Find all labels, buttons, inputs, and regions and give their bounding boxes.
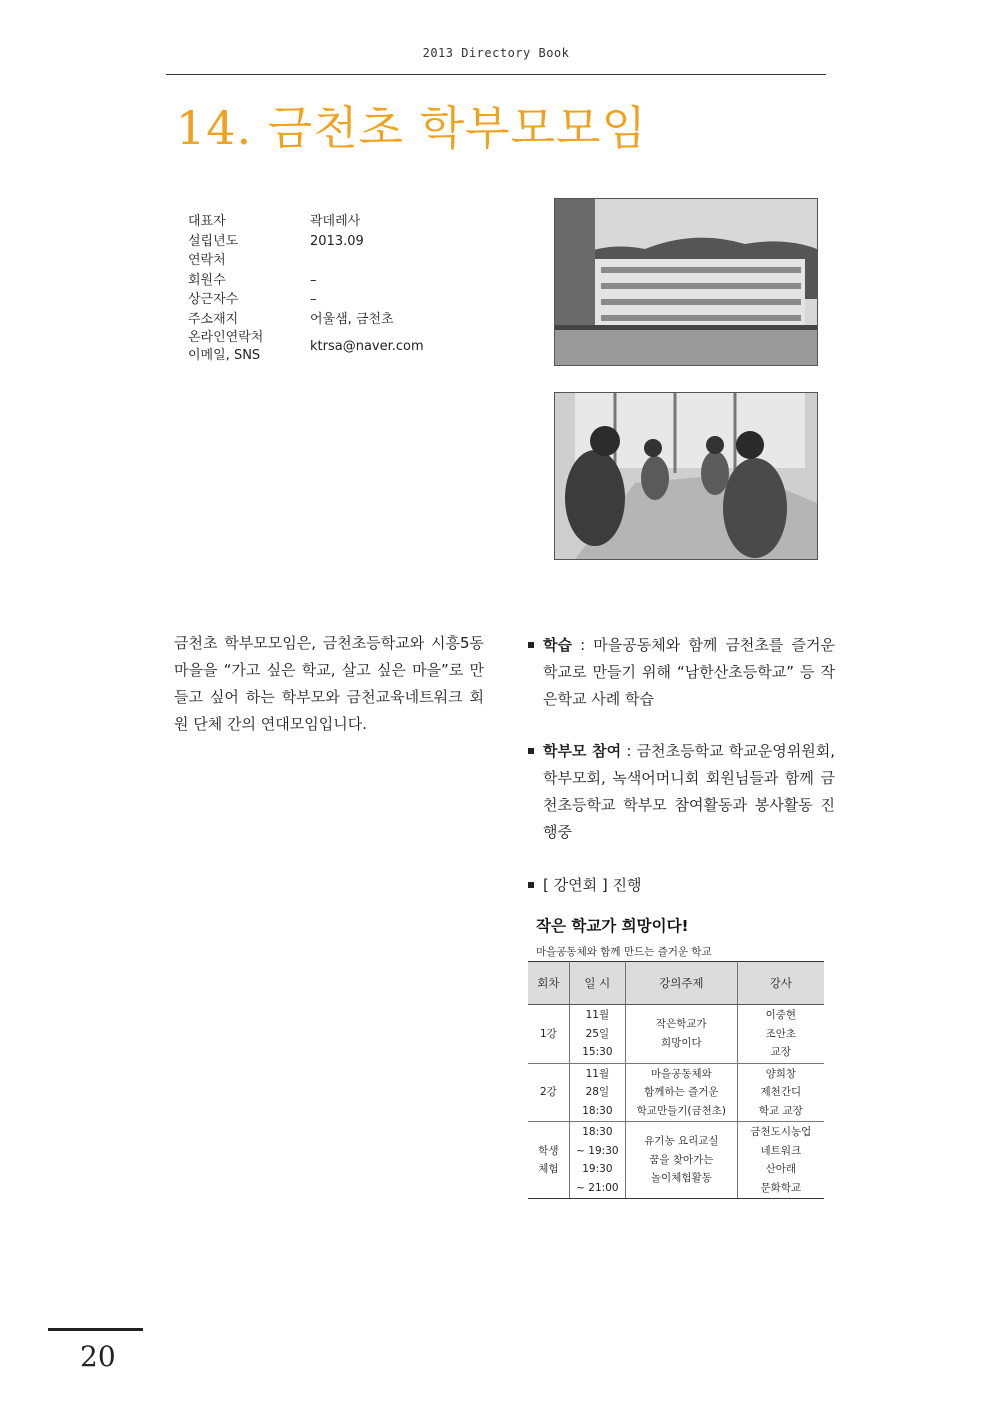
cell-line: 학교 교장 xyxy=(758,1104,803,1117)
intro-paragraph: 금천초 학부모모임은, 금천초등학교와 시흥5동 마을을 “가고 싶은 학교, 살고 싶은 마을”로 만들고 싶어 하는 학부모와 금천교육네트워크 회원 단체 간의 연대모임입니다. xyxy=(174,634,484,733)
page-number-rule xyxy=(48,1328,143,1331)
info-label: 상근자수 xyxy=(188,292,239,307)
cell-line: 문화학교 xyxy=(760,1181,802,1194)
info-label: 설립년도 xyxy=(188,233,239,249)
cell-line: 희망이다 xyxy=(661,1036,702,1049)
lecture-subtitle: 마을공동체와 함께 만드는 즐거운 학교 xyxy=(536,946,712,958)
info-label-line: 온라인연락처 xyxy=(188,330,264,345)
meeting-photo xyxy=(554,392,818,560)
info-row-address xyxy=(188,310,518,330)
cell-line: 놀이체험활동 xyxy=(650,1172,712,1185)
info-label-line: 이메일, SNS xyxy=(188,348,261,363)
info-row-representative xyxy=(188,212,518,232)
bullet-lecture xyxy=(528,872,835,899)
cell-line: 산아래 xyxy=(765,1163,797,1175)
cell-line: 11월 xyxy=(585,1009,610,1021)
cell-line: 조안초 xyxy=(765,1027,797,1040)
table-cell xyxy=(569,1122,625,1199)
section-title: 14. 금천초 학부모모임 xyxy=(176,101,647,155)
lecture-schedule-table xyxy=(528,961,824,1199)
table-header-row xyxy=(528,962,824,1005)
cell-line: 11월 xyxy=(585,1067,610,1080)
cell-line: 체험 xyxy=(538,1163,559,1175)
info-row-founded xyxy=(188,232,518,252)
cell-line: ~ 19:30 xyxy=(576,1144,619,1157)
cell-line: 학교만들기(금천초) xyxy=(636,1104,726,1117)
table-cell xyxy=(569,1063,625,1122)
cell-line: 양희창 xyxy=(765,1067,797,1080)
cell-line: 18:30 xyxy=(582,1126,613,1138)
info-label: 연락처 xyxy=(188,253,226,268)
running-header: 2013 Directory Book xyxy=(422,46,570,60)
cell-line: 25일 xyxy=(585,1027,610,1040)
cell-line: ~ 21:00 xyxy=(576,1181,619,1194)
header-rule xyxy=(166,74,826,75)
cell-line: 1강 xyxy=(539,1027,557,1040)
lecture-title: 작은 학교가 희망이다! xyxy=(536,917,689,935)
bullet-study xyxy=(528,632,835,713)
table-cell xyxy=(626,1005,738,1064)
table-row xyxy=(528,1122,824,1199)
bullet-key: 학부모 참여 xyxy=(543,742,622,760)
cell-line: 19:30 xyxy=(582,1163,613,1175)
table-cell xyxy=(737,1122,824,1199)
info-row-members xyxy=(188,271,518,291)
cell-line: 28일 xyxy=(585,1086,610,1098)
column-header: 강의주제 xyxy=(626,962,738,1005)
table-cell xyxy=(528,1005,569,1064)
table-cell xyxy=(626,1063,738,1122)
cell-line: 제천간디 xyxy=(760,1086,802,1098)
cell-line: 꿈을 찾아가는 xyxy=(649,1153,714,1166)
cell-line: 2강 xyxy=(539,1086,557,1098)
table-cell xyxy=(528,1122,569,1199)
cell-line: 교장 xyxy=(770,1046,791,1058)
info-row-contact xyxy=(188,251,518,271)
cell-line: 함께하는 즐거운 xyxy=(644,1086,719,1098)
cell-line: 작은학교가 xyxy=(655,1018,707,1031)
info-value: – xyxy=(310,292,317,307)
cell-line: 마을공동체와 xyxy=(650,1067,712,1080)
info-value: 2013.09 xyxy=(310,233,364,249)
info-value: 어울샘, 금천초 xyxy=(310,311,394,327)
cell-line: 15:30 xyxy=(582,1046,613,1058)
cell-line: 학생 xyxy=(538,1144,559,1157)
info-value: – xyxy=(310,272,317,288)
school-building-photo xyxy=(554,198,818,366)
table-row xyxy=(528,1063,824,1122)
bullet-parent-participation xyxy=(528,738,835,846)
info-value xyxy=(310,251,518,271)
table-cell xyxy=(626,1122,738,1199)
page-number: 20 xyxy=(80,1340,116,1373)
info-value: 곽데레사 xyxy=(310,214,361,229)
info-row-online xyxy=(188,329,518,365)
cell-line: 이중현 xyxy=(765,1009,797,1021)
cell-line: 18:30 xyxy=(582,1104,613,1117)
column-header: 강사 xyxy=(737,962,824,1005)
organization-info xyxy=(188,212,518,365)
info-row-staff xyxy=(188,290,518,310)
table-row xyxy=(528,1005,824,1064)
table-cell xyxy=(737,1063,824,1122)
column-header: 일 시 xyxy=(569,962,625,1005)
column-header: 회차 xyxy=(528,962,569,1005)
bullet-text: : 금천초등학교 학교운영위원회, 학부모회, 녹색어머니회 회원님들과 함께 금천초등학교 학부모 참여활동과 봉사활동 진행중 xyxy=(543,742,835,841)
info-label: 대표자 xyxy=(188,214,226,229)
bullet-text: : 마을공동체와 함께 금천초를 즐거운 학교로 만들기 위해 “남한산초등학교” 등 작은학교 사례 학습 xyxy=(543,636,835,708)
table-cell xyxy=(569,1005,625,1064)
cell-line: 금천도시농업 xyxy=(750,1126,812,1138)
table-cell xyxy=(528,1063,569,1122)
table-cell xyxy=(737,1005,824,1064)
cell-line: 네트워크 xyxy=(760,1144,802,1157)
info-label xyxy=(188,329,310,365)
info-label: 회원수 xyxy=(188,272,226,288)
cell-line: 유기농 요리교실 xyxy=(644,1135,719,1148)
info-label: 주소재지 xyxy=(188,311,239,327)
info-email[interactable]: ktrsa@naver.com xyxy=(310,339,424,354)
bullet-text: [ 강연회 ] 진행 xyxy=(543,876,642,894)
bullet-key: 학습 xyxy=(543,636,572,654)
